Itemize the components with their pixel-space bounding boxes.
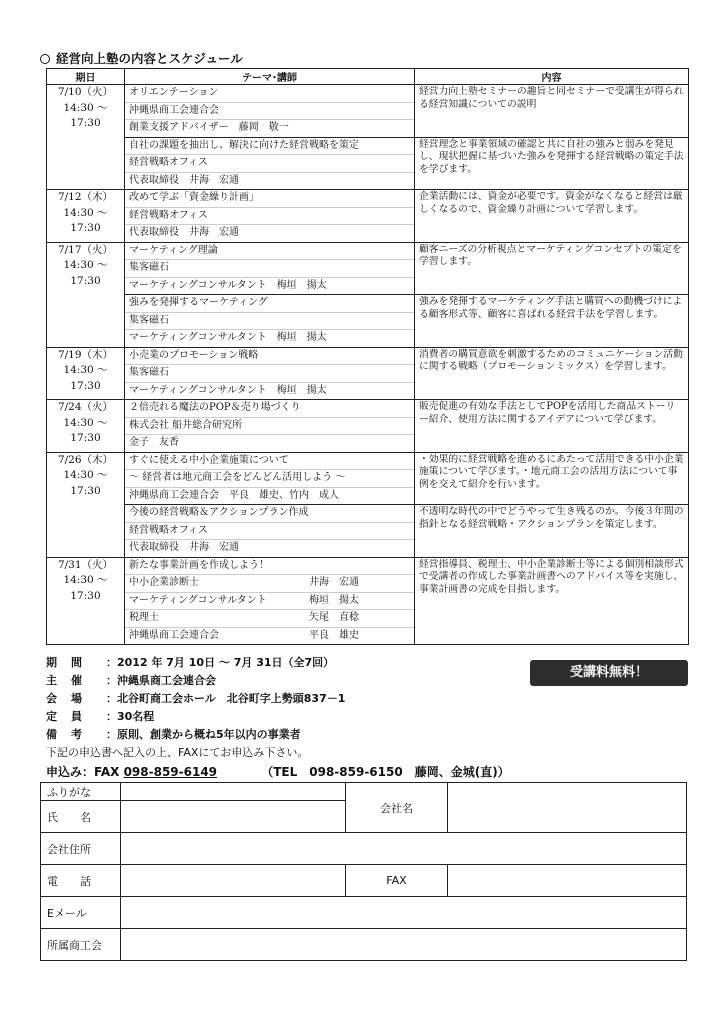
company-label: 会社名	[346, 783, 448, 833]
session-date: 7/12（木） 14:30 ～ 17:30	[47, 190, 125, 243]
address-label: 会社住所	[41, 833, 121, 865]
session-date: 7/10（火） 14:30 ～ 17:30	[47, 85, 125, 190]
session-content: 経営理念と事業領域の確認と共に自社の強みと弱みを発見し、現状把握に基づいた強みを発揮する経営戦略の策定手法を学びます。	[415, 137, 689, 190]
circle-icon	[40, 54, 50, 64]
tel-contact: （TEL 098-859-6150 藤岡、金城(直)）	[261, 765, 510, 779]
lecturer-line: 税理士 矢尾 直稔	[125, 610, 414, 628]
session-theme: すぐに使える中小企業施策について ～ 経営者は地元商工会をどんどん活用しよう ～ 沖縄県商工会連合会 平良 雄史、竹内 成人	[125, 452, 415, 505]
session-theme: ２倍売れる魔法のPOP＆売り場づくり 株式会社 船井総合研究所 金子 友香	[125, 400, 415, 453]
application-note: 下記の申込書へ記入の上、FAXにてお申込み下さい。	[46, 746, 309, 759]
session-row	[47, 85, 689, 138]
info-capacity: 定員 ：30名程	[46, 710, 155, 723]
session-theme: 小売業のプロモーション戦略 集客磁石 マーケティングコンサルタント 梅垣 揚太	[125, 347, 415, 400]
free-badge: 受講料無料！	[530, 660, 688, 686]
session-content: 顧客ニーズの分析視点とマーケティングコンセプトの策定を学習します。	[415, 242, 689, 295]
session-theme: 自社の課題を抽出し、解決に向けた経営戦略を策定 経営戦略オフィス 代表取締役 井海 宏通	[125, 137, 415, 190]
session-content: 販売促進の有効な手法としてPOPを活用した商品ストーリー紹介、使用方法に関するアイデアについて学びます。	[415, 400, 689, 453]
session-theme: 改めて学ぶ「資金繰り計画」 経営戦略オフィス 代表取締役 井海 宏通	[125, 190, 415, 243]
session-content: ・効果的に経営戦略を進めるにあたって活用できる中小企業施策について学びます。・地元商工会の活用方法について事例を交えて紹介を行います。	[415, 452, 689, 505]
furigana-label: ふりがな	[41, 783, 121, 801]
session-row	[47, 242, 689, 295]
form-row-address	[41, 833, 687, 865]
application-form	[40, 782, 687, 961]
session-row	[47, 137, 689, 190]
chamber-label: 所属商工会	[41, 929, 121, 961]
session-date: 7/17（火） 14:30 ～ 17:30	[47, 242, 125, 347]
session-row	[47, 505, 689, 558]
form-row-chamber	[41, 929, 687, 961]
info-period: 期間 ：2012 年 7月 10日 ～ 7月 31日（全7回）	[46, 656, 335, 669]
session-date: 7/19（木） 14:30 ～ 17:30	[47, 347, 125, 400]
lecturer-line: 中小企業診断士 井海 宏通	[125, 575, 414, 593]
form-row-email	[41, 897, 687, 929]
session-content: 経営指導員、税理士、中小企業診断士等による個別相談形式で受講者の作成した事業計画書へのアドバイス等を実施し、事業計画書の完成を目指します。	[415, 557, 689, 645]
fax-number: 098-859-6149	[123, 765, 218, 779]
email-label: Eメール	[41, 897, 121, 929]
header-theme: テーマ･講師	[125, 69, 415, 85]
lecturer-line: 沖縄県商工会連合会 平良 雄史	[129, 629, 359, 641]
session-theme: 強みを発揮するマーケティング 集客磁石 マーケティングコンサルタント 梅垣 揚太	[125, 295, 415, 348]
application-line: 申込み：FAX 098-859-6149 （TEL 098-859-6150 藤岡、金城(直)）	[46, 765, 510, 779]
chamber-field[interactable]	[121, 929, 687, 961]
session-theme: オリエンテーション 沖縄県商工会連合会 創業支援アドバイザー 藤岡 敬一	[125, 85, 415, 138]
session-row	[47, 452, 689, 505]
session-date: 7/31（火） 14:30 ～ 17:30	[47, 557, 125, 645]
session-content: 企業活動には、資金が必要です。資金がなくなると経営は厳しくなるので、資金繰り計画について学習します。	[415, 190, 689, 243]
lecturer-line: マーケティングコンサルタント 梅垣 揚太	[125, 593, 414, 611]
name-label: 氏 名	[41, 801, 121, 833]
header-date: 期日	[47, 69, 125, 85]
session-row	[47, 295, 689, 348]
schedule-table	[46, 68, 689, 645]
name-field[interactable]	[121, 801, 346, 833]
session-theme: マーケティング理論 集客磁石 マーケティングコンサルタント 梅垣 揚太	[125, 242, 415, 295]
email-field[interactable]	[121, 897, 687, 929]
phone-label: 電 話	[41, 865, 121, 897]
furigana-field[interactable]	[121, 783, 346, 801]
info-venue: 会場 ：北谷町商工会ホール 北谷町字上勢頭837－1	[46, 692, 346, 705]
session-content: 消費者の購買意欲を刺激するためのコミュニケーション活動に関する戦略（プロモーションミックス）を学習します。	[415, 347, 689, 400]
session-content: 強みを発揮するマーケティング手法と購買への動機づけによる顧客形式等、顧客に喜ばれる経営手法を学習します。	[415, 295, 689, 348]
fax-label: FAX	[346, 865, 448, 897]
form-row-furigana	[41, 783, 687, 801]
session-content: 経営力向上塾セミナーの趣旨と同セミナーで受講生が得られる経営知識についての説明	[415, 85, 689, 138]
session-row	[47, 557, 689, 645]
info-remarks: 備考 ：原則、創業から概ね5年以内の事業者	[46, 728, 301, 741]
session-row	[47, 190, 689, 243]
phone-field[interactable]	[121, 865, 346, 897]
session-date: 7/24（火） 14:30 ～ 17:30	[47, 400, 125, 453]
header-content: 内容	[415, 69, 689, 85]
section-title: 経営向上塾の内容とスケジュール	[40, 49, 243, 67]
form-row-phone	[41, 865, 687, 897]
session-row	[47, 400, 689, 453]
address-field[interactable]	[121, 833, 687, 865]
session-date: 7/26（木） 14:30 ～ 17:30	[47, 452, 125, 557]
fax-field[interactable]	[448, 865, 687, 897]
session-row	[47, 347, 689, 400]
session-theme: 新たな事業計画を作成しよう！ 中小企業診断士 井海 宏通 マーケティングコンサルタント 梅垣 揚太 税理士 矢尾 直稔 沖縄県商工会連合会 平良 雄史	[125, 557, 415, 645]
session-theme: 今後の経営戦略＆アクションプラン作成 経営戦略オフィス 代表取締役 井海 宏通	[125, 505, 415, 558]
session-content: 不透明な時代の中でどうやって生き残るのか。今後３年間の指針となる経営戦略・アクションプランを策定します。	[415, 505, 689, 558]
schedule-header-row	[47, 69, 689, 85]
info-organizer: 主催 ：沖縄県商工会連合会	[46, 674, 216, 687]
company-field[interactable]	[448, 783, 687, 833]
